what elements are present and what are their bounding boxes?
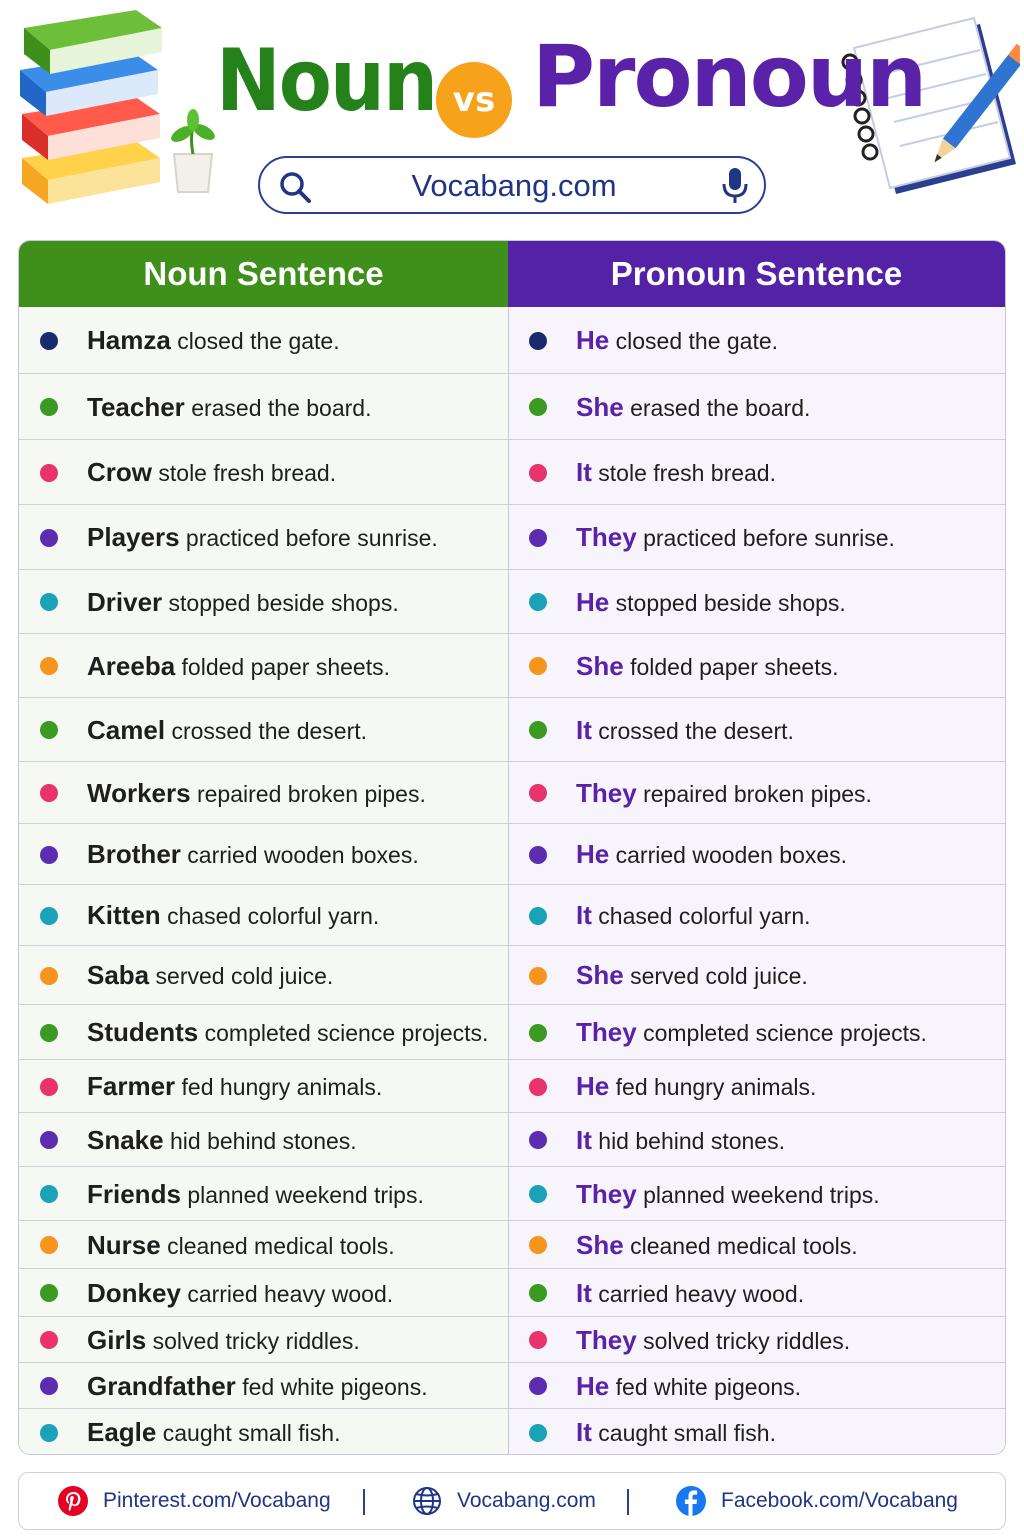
- pronoun-sentence: [576, 1325, 850, 1356]
- table-row: [19, 634, 1005, 698]
- noun-sentence-cell: [19, 1221, 508, 1269]
- pronoun-word: They: [576, 522, 637, 552]
- bullet-icon: [40, 398, 58, 416]
- pronoun-word: He: [576, 839, 610, 869]
- website-text: Vocabang.com: [457, 1489, 596, 1512]
- sentence-rest: carried wooden boxes.: [187, 842, 419, 868]
- bullet-icon: [40, 1024, 58, 1042]
- noun-sentence-cell: [19, 946, 508, 1005]
- noun-sentence-cell: [19, 698, 508, 762]
- sentence-rest: crossed the desert.: [598, 717, 794, 744]
- table-row: [19, 1113, 1005, 1167]
- search-text: Vocabang.com: [411, 168, 617, 203]
- noun-sentence: [87, 392, 371, 423]
- noun-sentence: [87, 839, 419, 870]
- sentence-rest: fed white pigeons.: [242, 1373, 428, 1400]
- sentence-rest: folded paper sheets.: [630, 653, 839, 680]
- bullet-icon: [40, 657, 58, 675]
- sentence-rest: closed the gate.: [615, 328, 779, 354]
- noun-sentence: [87, 1179, 424, 1210]
- bullet-icon: [40, 1331, 58, 1349]
- sentence-rest: practiced before sunrise.: [185, 525, 438, 551]
- pinterest-text: Pinterest.com/Vocabang: [103, 1489, 331, 1512]
- pronoun-word: She: [576, 960, 624, 990]
- bullet-icon: [529, 967, 547, 985]
- bullet-icon: [529, 332, 547, 350]
- sentence-rest: hid behind stones.: [598, 1127, 785, 1154]
- sentence-rest: cleaned medical tools.: [630, 1232, 858, 1259]
- bullet-icon: [40, 1377, 58, 1395]
- pronoun-sentence-cell: [508, 885, 1005, 946]
- table-row: [19, 824, 1005, 885]
- pronoun-sentence-cell: [508, 824, 1005, 885]
- noun-sentence-cell: [19, 1060, 508, 1113]
- bullet-icon: [529, 907, 547, 925]
- noun-sentence: [87, 651, 390, 682]
- pronoun-sentence: [576, 1125, 785, 1156]
- pronoun-word: She: [576, 391, 624, 422]
- sentence-rest: caught small fish.: [598, 1420, 776, 1446]
- noun-sentence-cell: [19, 307, 508, 374]
- pronoun-sentence-cell: [508, 374, 1005, 440]
- noun-sentence-cell: [19, 1269, 508, 1317]
- pronoun-sentence: [576, 839, 847, 870]
- pronoun-word: It: [576, 1277, 592, 1308]
- noun-word: Teacher: [87, 391, 185, 422]
- noun-sentence: [87, 1230, 395, 1261]
- pronoun-word: They: [576, 777, 637, 808]
- pronoun-word: It: [576, 457, 592, 487]
- comparison-table: [18, 240, 1006, 1455]
- pronoun-sentence-cell: [508, 946, 1005, 1005]
- noun-word: Girls: [87, 1324, 147, 1355]
- pronoun-sentence: [576, 1417, 776, 1448]
- noun-word: Players: [87, 522, 180, 552]
- sentence-rest: served cold juice.: [155, 963, 334, 989]
- facebook-text: Facebook.com/Vocabang: [721, 1489, 958, 1512]
- bullet-icon: [529, 1424, 547, 1442]
- sentence-rest: served cold juice.: [630, 963, 808, 989]
- noun-word: Friends: [87, 1178, 181, 1209]
- pronoun-sentence: [576, 960, 808, 991]
- bullet-icon: [40, 1236, 58, 1254]
- noun-sentence-cell: [19, 1317, 508, 1363]
- noun-word: Snake: [87, 1124, 164, 1155]
- bullet-icon: [529, 657, 547, 675]
- noun-word: Saba: [87, 960, 150, 990]
- sentence-rest: stole fresh bread.: [158, 460, 337, 486]
- table-row: [19, 1269, 1005, 1317]
- noun-word: Hamza: [87, 325, 171, 355]
- bullet-icon: [529, 721, 547, 739]
- pronoun-word: It: [576, 1124, 592, 1155]
- table-row: [19, 1317, 1005, 1363]
- sentence-rest: fed white pigeons.: [615, 1373, 802, 1400]
- bullet-icon: [40, 332, 58, 350]
- noun-sentence-cell: [19, 440, 508, 505]
- column-header-noun: Noun Sentence: [19, 241, 508, 307]
- pronoun-sentence-cell: [508, 1317, 1005, 1363]
- noun-word: Brother: [87, 839, 181, 869]
- pronoun-sentence: [576, 1179, 880, 1210]
- pronoun-sentence-cell: [508, 1167, 1005, 1221]
- noun-sentence-cell: [19, 762, 508, 824]
- sentence-rest: hid behind stones.: [170, 1127, 357, 1154]
- noun-sentence: [87, 587, 399, 618]
- pronoun-sentence: [576, 587, 846, 618]
- bullet-icon: [529, 1024, 547, 1042]
- pronoun-sentence-cell: [508, 307, 1005, 374]
- pronoun-sentence-cell: [508, 1113, 1005, 1167]
- table-row: [19, 1363, 1005, 1409]
- pronoun-word: He: [576, 325, 610, 355]
- noun-word: Grandfather: [87, 1370, 236, 1401]
- bullet-icon: [529, 1078, 547, 1096]
- pronoun-word: She: [576, 1229, 624, 1260]
- pronoun-sentence-cell: [508, 1363, 1005, 1409]
- sentence-rest: cleaned medical tools.: [167, 1232, 395, 1259]
- bullet-icon: [40, 1284, 58, 1302]
- sentence-rest: solved tricky riddles.: [643, 1327, 851, 1354]
- sentence-rest: repaired broken pipes.: [196, 780, 426, 807]
- pronoun-word: He: [576, 1071, 610, 1101]
- globe-icon: [411, 1485, 443, 1517]
- sentence-rest: closed the gate.: [177, 328, 340, 354]
- bullet-icon: [529, 398, 547, 416]
- bullet-icon: [529, 1185, 547, 1203]
- noun-sentence-cell: [19, 1005, 508, 1060]
- noun-sentence-cell: [19, 1409, 508, 1455]
- sentence-rest: completed science projects.: [643, 1020, 927, 1046]
- bullet-icon: [529, 593, 547, 611]
- bullet-icon: [40, 721, 58, 739]
- table-row: [19, 885, 1005, 946]
- noun-sentence: [87, 1071, 382, 1102]
- bullet-icon: [529, 529, 547, 547]
- sentence-rest: erased the board.: [630, 394, 811, 421]
- bullet-icon: [40, 846, 58, 864]
- table-row: [19, 374, 1005, 440]
- noun-sentence-cell: [19, 634, 508, 698]
- noun-word: Donkey: [87, 1277, 181, 1308]
- footer-separator: [627, 1489, 629, 1515]
- noun-sentence: [87, 900, 379, 931]
- pronoun-word: They: [576, 1017, 637, 1047]
- facebook-link[interactable]: [675, 1473, 958, 1529]
- sentence-rest: fed hungry animals.: [181, 1074, 383, 1100]
- sentence-rest: stopped beside shops.: [168, 589, 399, 616]
- sentence-rest: solved tricky riddles.: [152, 1327, 360, 1354]
- pronoun-word: He: [576, 586, 610, 617]
- noun-sentence-cell: [19, 1363, 508, 1409]
- pronoun-sentence-cell: [508, 1005, 1005, 1060]
- pronoun-sentence-cell: [508, 570, 1005, 634]
- bullet-icon: [40, 593, 58, 611]
- noun-sentence: [87, 1017, 488, 1048]
- pronoun-sentence: [576, 715, 794, 746]
- pronoun-sentence-cell: [508, 1409, 1005, 1455]
- noun-word: Eagle: [87, 1417, 157, 1447]
- website-link[interactable]: [411, 1473, 596, 1529]
- noun-sentence-cell: [19, 570, 508, 634]
- pronoun-sentence: [576, 522, 895, 553]
- pronoun-word: He: [576, 1370, 610, 1401]
- sentence-rest: crossed the desert.: [171, 717, 368, 744]
- pronoun-sentence-cell: [508, 1060, 1005, 1113]
- bullet-icon: [529, 1131, 547, 1149]
- table-row: [19, 1005, 1005, 1060]
- sentence-rest: practiced before sunrise.: [643, 525, 895, 551]
- noun-word: Driver: [87, 586, 163, 617]
- noun-word: Camel: [87, 714, 166, 745]
- pronoun-sentence-cell: [508, 698, 1005, 762]
- header: [0, 0, 1024, 235]
- facebook-icon: [675, 1485, 707, 1517]
- sentence-rest: erased the board.: [191, 394, 372, 421]
- noun-sentence: [87, 457, 336, 488]
- noun-sentence-cell: [19, 374, 508, 440]
- pronoun-sentence: [576, 1278, 804, 1309]
- noun-sentence: [87, 1417, 340, 1448]
- sentence-rest: fed hungry animals.: [615, 1074, 817, 1100]
- bullet-icon: [40, 464, 58, 482]
- noun-word: Students: [87, 1017, 199, 1047]
- bullet-icon: [40, 1131, 58, 1149]
- sentence-rest: folded paper sheets.: [181, 653, 390, 680]
- sentence-rest: caught small fish.: [162, 1420, 341, 1446]
- table-row: [19, 1409, 1005, 1455]
- bullet-icon: [40, 1424, 58, 1442]
- bullet-icon: [529, 464, 547, 482]
- table-row: [19, 570, 1005, 634]
- table-row: [19, 762, 1005, 824]
- pronoun-sentence-cell: [508, 505, 1005, 570]
- vs-badge: vs: [436, 62, 512, 138]
- sentence-rest: stole fresh bread.: [598, 460, 776, 486]
- table-row: [19, 946, 1005, 1005]
- noun-sentence: [87, 1125, 357, 1156]
- table-row: [19, 698, 1005, 762]
- noun-sentence: [87, 960, 333, 991]
- pronoun-sentence: [576, 900, 811, 931]
- pinterest-link[interactable]: [57, 1473, 331, 1529]
- column-header-pronoun: Pronoun Sentence: [508, 241, 1005, 307]
- noun-sentence: [87, 715, 367, 746]
- pronoun-sentence: [576, 392, 810, 423]
- sentence-rest: planned weekend trips.: [187, 1181, 424, 1208]
- bullet-icon: [40, 1078, 58, 1096]
- bullet-icon: [40, 784, 58, 802]
- table-row: [19, 1060, 1005, 1113]
- table-row: [19, 1167, 1005, 1221]
- pronoun-sentence: [576, 778, 872, 809]
- pronoun-sentence-cell: [508, 634, 1005, 698]
- footer: [18, 1472, 1006, 1530]
- bullet-icon: [529, 1236, 547, 1254]
- noun-sentence: [87, 325, 340, 356]
- pronoun-sentence: [576, 1071, 816, 1102]
- bullet-icon: [40, 1185, 58, 1203]
- noun-word: Crow: [87, 457, 152, 487]
- noun-sentence: [87, 778, 426, 809]
- noun-word: Workers: [87, 777, 191, 808]
- noun-word: Nurse: [87, 1229, 161, 1260]
- table-row: [19, 307, 1005, 374]
- noun-word: Kitten: [87, 900, 161, 930]
- pronoun-sentence-cell: [508, 1221, 1005, 1269]
- sentence-rest: stopped beside shops.: [615, 589, 846, 616]
- pronoun-word: They: [576, 1324, 637, 1355]
- pronoun-sentence: [576, 1230, 858, 1261]
- pinterest-icon: [57, 1485, 89, 1517]
- bullet-icon: [40, 907, 58, 925]
- noun-sentence-cell: [19, 1113, 508, 1167]
- page-title: [0, 22, 1024, 132]
- search-bar[interactable]: [258, 156, 766, 214]
- pronoun-sentence: [576, 1371, 801, 1402]
- pronoun-sentence: [576, 1017, 927, 1048]
- noun-sentence: [87, 522, 438, 553]
- noun-sentence-cell: [19, 824, 508, 885]
- bullet-icon: [529, 1331, 547, 1349]
- pronoun-word: It: [576, 714, 592, 745]
- sentence-rest: chased colorful yarn.: [167, 903, 380, 929]
- sentence-rest: carried heavy wood.: [187, 1280, 394, 1307]
- pronoun-sentence: [576, 457, 776, 488]
- noun-word: Areeba: [87, 650, 176, 681]
- sentence-rest: carried heavy wood.: [598, 1280, 805, 1307]
- sentence-rest: planned weekend trips.: [643, 1181, 880, 1208]
- pronoun-word: She: [576, 650, 624, 681]
- pronoun-sentence: [576, 651, 839, 682]
- noun-sentence: [87, 1371, 428, 1402]
- bullet-icon: [529, 1284, 547, 1302]
- pronoun-word: It: [576, 1417, 592, 1447]
- bullet-icon: [40, 967, 58, 985]
- noun-word: Farmer: [87, 1071, 176, 1101]
- noun-sentence-cell: [19, 1167, 508, 1221]
- noun-sentence: [87, 1278, 393, 1309]
- title-noun: Noun: [216, 31, 437, 131]
- pronoun-sentence-cell: [508, 1269, 1005, 1317]
- bullet-icon: [529, 1377, 547, 1395]
- pronoun-sentence: [576, 325, 778, 356]
- title-pronoun: Pronoun: [532, 27, 926, 127]
- noun-sentence-cell: [19, 505, 508, 570]
- footer-separator: [363, 1489, 365, 1515]
- table-row: [19, 505, 1005, 570]
- table-row: [19, 440, 1005, 505]
- bullet-icon: [40, 529, 58, 547]
- table-row: [19, 1221, 1005, 1269]
- pronoun-sentence-cell: [508, 440, 1005, 505]
- microphone-icon[interactable]: [720, 166, 750, 206]
- sentence-rest: completed science projects.: [204, 1020, 489, 1046]
- bullet-icon: [529, 846, 547, 864]
- pronoun-word: They: [576, 1178, 637, 1209]
- noun-sentence-cell: [19, 885, 508, 946]
- sentence-rest: carried wooden boxes.: [615, 842, 848, 868]
- sentence-rest: chased colorful yarn.: [598, 903, 811, 929]
- bullet-icon: [529, 784, 547, 802]
- pronoun-sentence-cell: [508, 762, 1005, 824]
- noun-sentence: [87, 1325, 360, 1356]
- sentence-rest: repaired broken pipes.: [643, 780, 872, 807]
- pronoun-word: It: [576, 900, 592, 930]
